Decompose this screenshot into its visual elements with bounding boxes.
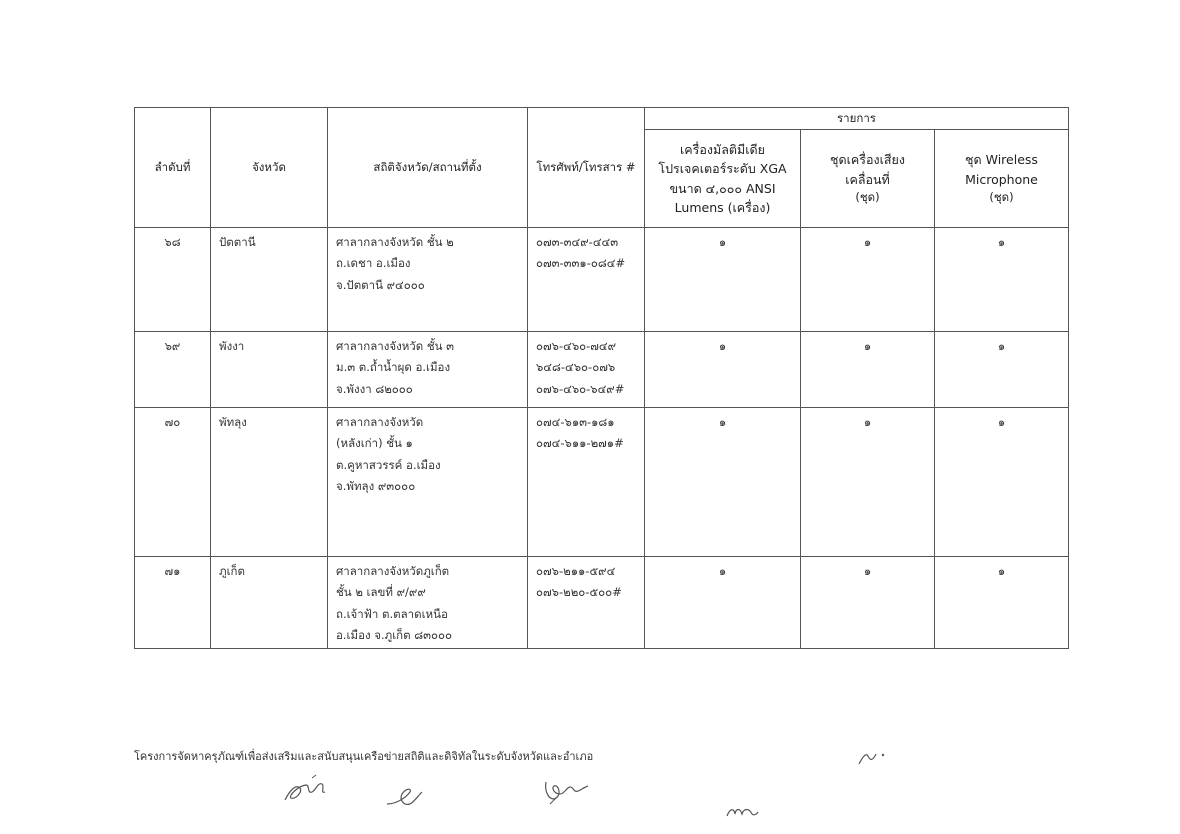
address-line: อ.เมือง จ.ภูเก็ต ๘๓๐๐๐ [336, 627, 453, 642]
header-projector-line: โปรเจคเตอร์ระดับ XGA [658, 161, 787, 177]
address-line: (หลังเก่า) ชั้น ๑ [336, 436, 413, 451]
row-seq: ๗๑ [135, 557, 211, 649]
table-row [135, 557, 1069, 649]
address-line: ถ.เดชา อ.เมือง [336, 256, 411, 271]
footer-project-text: โครงการจัดหาครุภัณฑ์เพื่อส่งเสริมและสนับสนุนเครือข่ายสถิติและดิจิทัลในระดับจังหวัดและอำเภอ [134, 750, 594, 763]
phone-line: ๐๗๓-๓๓๑-๐๘๔# [536, 256, 626, 271]
row-address [328, 408, 528, 557]
row-mic-qty: ๑ [935, 228, 1069, 332]
address-line: จ.พัทลุง ๙๓๐๐๐ [336, 478, 416, 493]
header-sound-line: (ชุด) [855, 189, 880, 204]
header-projector-line: ขนาด ๔,๐๐๐ ANSI [669, 180, 776, 196]
address-line: ศาลากลางจังหวัด [336, 415, 424, 429]
header-mic-line: ชุด Wireless [965, 152, 1038, 168]
header-projector-line: เครื่องมัลติมีเดีย [680, 141, 765, 157]
row-seq: ๗๐ [135, 408, 211, 557]
row-mic-qty: ๑ [935, 332, 1069, 408]
signature-mark [540, 772, 596, 808]
phone-line: ๐๗๖-๔๖๐-๖๔๙# [536, 381, 625, 396]
row-mic-qty: ๑ [935, 408, 1069, 557]
phone-line: ๖๔๘-๔๖๐-๐๗๖ [536, 360, 616, 375]
row-phone [528, 408, 645, 557]
header-sound [801, 130, 935, 228]
phone-line: ๐๗๔-๖๑๑-๒๗๑# [536, 436, 624, 451]
phone-line: ๐๗๓-๓๔๙-๔๔๓ [536, 235, 619, 249]
address-line: ถ.เจ้าฟ้า ต.ตลาดเหนือ [336, 606, 448, 621]
signature-mark [724, 802, 760, 822]
row-address [328, 557, 528, 649]
row-sound-qty: ๑ [801, 332, 935, 408]
phone-line: ๐๗๔-๖๑๓-๑๘๑ [536, 415, 615, 429]
header-mic-line: Microphone [965, 171, 1038, 187]
signature-mark [282, 772, 332, 806]
table-row [135, 228, 1069, 332]
row-province: พังงา [211, 332, 328, 408]
header-projector [645, 130, 801, 228]
header-phone: โทรศัพท์/โทรสาร # [528, 108, 645, 228]
row-province: ภูเก็ต [211, 557, 328, 649]
header-projector-line: Lumens (เครื่อง) [674, 199, 771, 215]
header-mic [935, 130, 1069, 228]
row-mic-qty: ๑ [935, 557, 1069, 649]
table-row [135, 408, 1069, 557]
address-line: ม.๓ ต.ถ้ำน้ำผุด อ.เมือง [336, 360, 451, 375]
header-sound-line: ชุดเครื่องเสียง [830, 152, 905, 168]
row-phone [528, 332, 645, 408]
equipment-table [134, 107, 1069, 649]
address-line: ต.คูหาสวรรค์ อ.เมือง [336, 457, 441, 472]
row-phone [528, 557, 645, 649]
phone-line: ๐๗๖-๒๑๑-๕๙๔ [536, 564, 616, 578]
table-row [135, 332, 1069, 408]
row-province: ปัตตานี [211, 228, 328, 332]
phone-line: ๐๗๖-๒๒๐-๕๐๐# [536, 585, 622, 600]
row-sound-qty: ๑ [801, 408, 935, 557]
header-seq: ลำดับที่ [135, 108, 211, 228]
row-projector-qty: ๑ [645, 408, 801, 557]
address-line: ชั้น ๒ เลขที่ ๙/๙๙ [336, 585, 426, 600]
signature-mark [856, 746, 890, 772]
row-seq: ๖๙ [135, 332, 211, 408]
header-province: จังหวัด [211, 108, 328, 228]
row-sound-qty: ๑ [801, 557, 935, 649]
row-projector-qty: ๑ [645, 557, 801, 649]
row-projector-qty: ๑ [645, 228, 801, 332]
row-province: พัทลุง [211, 408, 328, 557]
address-line: ศาลากลางจังหวัด ชั้น ๓ [336, 339, 455, 353]
row-seq: ๖๘ [135, 228, 211, 332]
row-phone [528, 228, 645, 332]
row-address [328, 228, 528, 332]
address-line: จ.ปัตตานี ๙๔๐๐๐ [336, 277, 425, 292]
phone-line: ๐๗๖-๔๖๐-๗๔๙ [536, 339, 617, 353]
signature-mark [384, 782, 426, 812]
address-line: จ.พังงา ๘๒๐๐๐ [336, 381, 413, 396]
header-sound-line: เคลื่อนที่ [845, 171, 890, 187]
row-address [328, 332, 528, 408]
row-sound-qty: ๑ [801, 228, 935, 332]
address-line: ศาลากลางจังหวัดภูเก็ต [336, 564, 450, 578]
header-mic-line: (ชุด) [989, 189, 1014, 204]
header-office: สถิติจังหวัด/สถานที่ตั้ง [328, 108, 528, 228]
header-items-group: รายการ [645, 108, 1069, 130]
row-projector-qty: ๑ [645, 332, 801, 408]
address-line: ศาลากลางจังหวัด ชั้น ๒ [336, 235, 454, 249]
